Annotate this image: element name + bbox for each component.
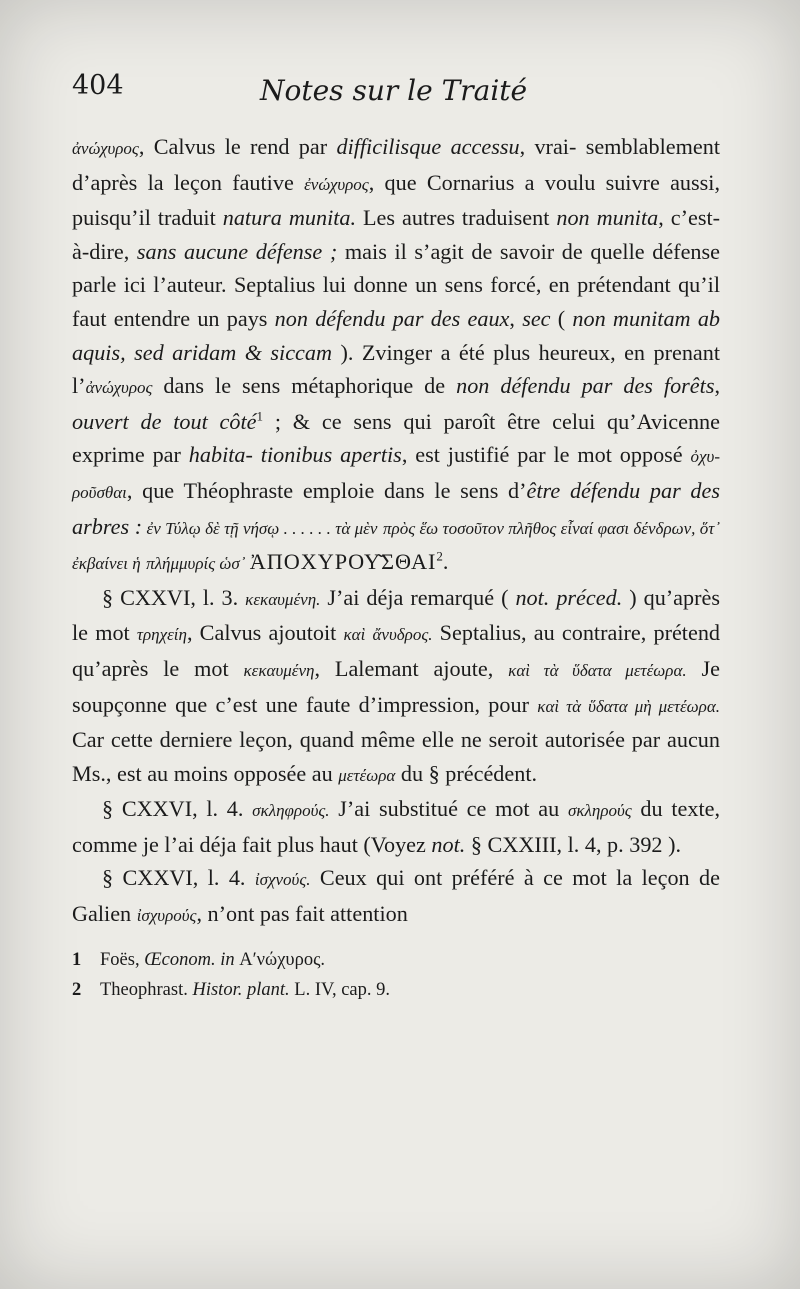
text-span: ; & ce sens <box>263 408 392 434</box>
text-span: Septalius, au contraire, prétend qu’après le <box>72 620 721 681</box>
text-span: ( <box>550 305 573 331</box>
text-span: Cornarius a voulu suivre aussi, puisqu’il traduit <box>72 169 720 231</box>
italic-phrase: Histor. plant. <box>192 979 290 1000</box>
italic-phrase: sans aucune défense ; <box>136 238 338 264</box>
text-span: , Calvus ajoutoit <box>186 620 344 646</box>
italic-phrase: not. <box>515 584 550 610</box>
greek-word: ἀνώχυρος <box>85 378 153 398</box>
greek-word: ἰσχυρούς <box>136 906 197 926</box>
text-span: mais il s’agit de savoir de quelle <box>337 238 645 264</box>
text-span: forcé, en prétendant qu’il faut entendre un pays <box>72 272 720 331</box>
text-span: , que <box>368 169 417 195</box>
text-span: § CXXIII, l. 4, p. 392 ). <box>465 831 682 857</box>
greek-word: καὶ <box>343 625 366 645</box>
section-ref: § CXXVI, l. 4. <box>102 865 255 891</box>
greek-word: μετέωρα <box>338 765 396 785</box>
latin-phrase: tionibus apertis <box>260 442 402 468</box>
page-content <box>72 70 720 1005</box>
greek-word: κεκαυμένη <box>243 660 315 680</box>
footnote-mark: 1 <box>72 949 82 970</box>
text-span: , <box>509 305 523 331</box>
italic-phrase: sec <box>522 305 551 331</box>
text-span: semblablement d’après la leçon fautive <box>72 134 721 195</box>
text-span: , c’est-à-dire, <box>72 205 721 264</box>
text-span: Foës, <box>100 949 145 970</box>
greek-word: ἐνώχυρος <box>304 174 369 194</box>
text-span: J’ai déja remarqué ( <box>320 584 516 610</box>
italic-phrase: ouvert de tout côté <box>72 408 257 434</box>
text-span: ). Zvinger a été plus heureux, en <box>332 339 646 365</box>
text-span: , Lalemant ajoute, <box>314 655 509 681</box>
italic-phrase: être <box>526 477 561 503</box>
text-span: au moins opposée au <box>147 760 339 786</box>
greek-word: ὀχυ- <box>690 447 720 467</box>
text-span: Αʹνώχυρος. <box>234 949 326 970</box>
paragraph <box>72 792 720 861</box>
page-header <box>72 70 720 124</box>
footnote-ref: 1 <box>256 408 264 424</box>
footnote-ref: 2 <box>436 548 443 564</box>
greek-word: κεκαυμένη. <box>245 589 321 609</box>
greek-quotation: πλήμμυρίς ὡσ᾽ <box>146 554 250 574</box>
text-span: mot <box>194 655 244 681</box>
text-span: qui paroît être celui qu’Avicenne exprime par <box>72 408 720 468</box>
greek-phrase: καὶ τὰ ὕδατα μετέωρα. <box>508 660 687 680</box>
latin-phrase: non munita <box>556 205 659 231</box>
text-span: Ceux qui ont préféré à ce <box>310 865 563 891</box>
latin-phrase: difficilisque accessu <box>336 134 520 159</box>
italic-phrase: non <box>274 305 308 331</box>
text-span: ) qu’après le mot <box>72 584 720 646</box>
paragraph <box>72 861 720 932</box>
text-span: , Calvus le rend par <box>138 134 337 159</box>
greek-capitals: ἈΠΟΧΥΡΟΥ͂ΣΘΑΙ <box>249 549 437 575</box>
text-span: J’ai substitué ce mot au <box>329 796 560 822</box>
latin-phrase: non munitam ab aquis, sed <box>72 305 720 365</box>
footnote-mark: 2 <box>72 979 82 1000</box>
text-span: Je soupçonne que c’est une faute d’impression, pour <box>72 655 720 717</box>
footnote <box>72 975 720 1005</box>
paragraph <box>72 130 720 581</box>
latin-phrase: aridam & siccam <box>172 339 333 365</box>
text-span: défense parle ici l’auteur. Septalius lui donne un sens <box>72 238 720 298</box>
text-span: , est justifié par le mot opposé <box>401 442 691 468</box>
footnote-text <box>100 945 325 975</box>
section-ref: § CXXVI, l. 3. <box>102 584 246 610</box>
greek-word: τρηχείη <box>136 625 187 645</box>
footnote <box>72 945 720 975</box>
text-span: Car cette derniere leçon, <box>72 727 293 753</box>
greek-quotation: ἐν Τύλῳ δὲ τῇ νήσῳ . . . . . . τὰ μὲν <box>142 518 378 538</box>
text-span: du § précédent. <box>395 760 538 786</box>
text-span: (Voyez <box>363 831 432 857</box>
paragraph <box>72 581 720 793</box>
text-span: du texte, comme je l’ai déja fait plus haut <box>72 796 721 857</box>
italic-phrase: not. <box>431 831 466 857</box>
page-number: 404 <box>72 70 124 101</box>
italic-phrase: défendu par des arbres : <box>72 477 721 539</box>
text-span: , vrai- <box>519 134 577 159</box>
greek-quotation: πρὸς ἕω τοσοῦτον πλῆθος εἶναί φασι δένδρων, ὅτ᾽ ἐκβαίνει ἡ <box>72 518 721 574</box>
footnotes <box>72 945 720 1005</box>
italic-phrase: défendu par des forêts <box>500 373 715 399</box>
italic-phrase: non <box>456 373 490 399</box>
text-span: prenant l’ <box>72 339 721 399</box>
greek-word: ροῦσθαι <box>72 482 127 502</box>
text-span: , que Théophraste emploie dans le sens d’ <box>126 477 527 503</box>
text-span: Les autres traduisent <box>356 205 557 231</box>
text-span: , n’ont pas fait attention <box>196 901 408 927</box>
body-text <box>72 130 720 933</box>
text-span: mot la leçon de Galien <box>72 865 720 927</box>
latin-phrase: natura <box>222 205 282 231</box>
greek-phrase: καὶ τὰ ὕδατα μὴ μετέωρα. <box>537 696 721 716</box>
greek-word: σκληφρούς. <box>252 801 330 821</box>
greek-word: ἄνυδρος. <box>372 625 433 645</box>
italic-phrase: préced. <box>556 584 623 610</box>
text-span: L. IV, cap. 9. <box>289 979 390 1000</box>
section-ref: § CXXVI, l. 4. <box>102 796 253 822</box>
text-span: , <box>714 373 721 399</box>
text-span: . <box>442 549 449 575</box>
footnote-text <box>100 975 390 1005</box>
text-span: quand même elle ne seroit autorisée par aucun Ms., est <box>72 727 720 786</box>
greek-word: ἰσχνούς. <box>254 870 311 890</box>
running-title: Notes sur le Traité <box>260 74 528 107</box>
italic-phrase: Œconom. in <box>144 949 235 970</box>
italic-phrase: défendu par des eaux <box>315 305 510 331</box>
latin-phrase: habita- <box>188 442 253 468</box>
text-span: dans le sens métaphorique de <box>152 373 457 399</box>
text-span: Theophrast. <box>100 979 193 1000</box>
greek-word: σκληρούς <box>568 801 632 821</box>
greek-word: ἀνώχυρος <box>72 139 139 158</box>
latin-phrase: munita. <box>288 205 357 231</box>
